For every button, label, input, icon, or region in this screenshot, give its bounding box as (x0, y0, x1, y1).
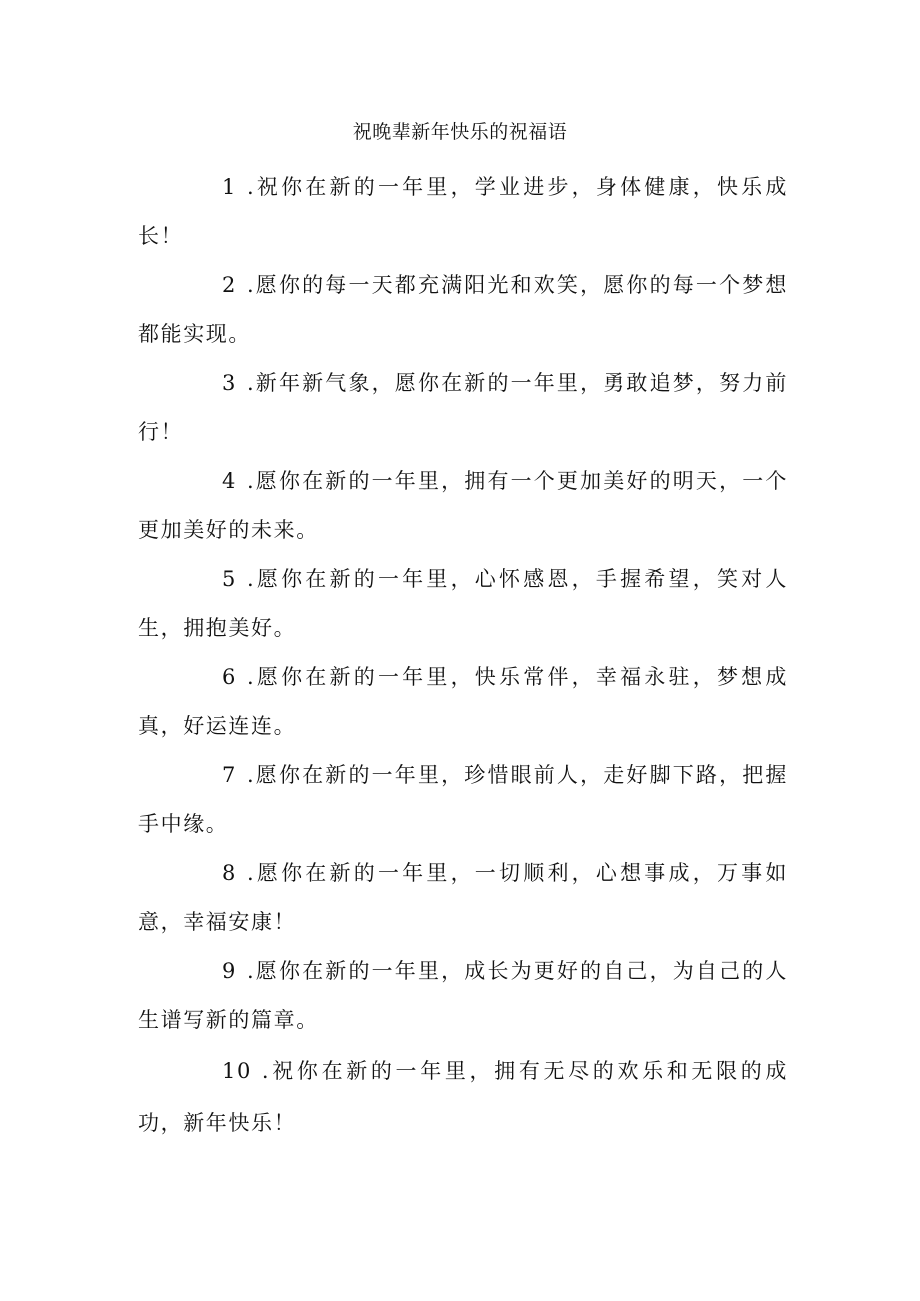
item-text: .愿你在新的一年里，拥有一个更加美好的明天，一个更加美好的未来。 (138, 469, 788, 542)
item-number: 1 (222, 175, 237, 199)
item-text: .愿你在新的一年里，珍惜眼前人，走好脚下路，把握手中缘。 (138, 763, 788, 836)
document-title: 祝晚辈新年快乐的祝福语 (352, 121, 568, 143)
item-number: 8 (222, 861, 237, 885)
item-text: .祝你在新的一年里，学业进步，身体健康，快乐成长！ (138, 175, 788, 248)
item-number: 4 (222, 469, 237, 493)
blessing-item-8 (138, 849, 788, 947)
item-number: 7 (222, 763, 237, 787)
blessing-item-7 (138, 751, 788, 849)
item-text: .愿你在新的一年里，成长为更好的自己，为自己的人生谱写新的篇章。 (138, 959, 788, 1032)
blessing-item-6 (138, 653, 788, 751)
item-text: .愿你在新的一年里，快乐常伴，幸福永驻，梦想成真，好运连连。 (138, 665, 788, 738)
blessing-item-5 (138, 555, 788, 653)
blessing-item-2 (138, 261, 788, 359)
blessing-list (138, 163, 788, 1149)
item-text: .新年新气象，愿你在新的一年里，勇敢追梦，努力前行！ (138, 371, 788, 444)
blessing-item-1 (138, 163, 788, 261)
item-text: .愿你在新的一年里，心怀感恩，手握希望，笑对人生，拥抱美好。 (138, 567, 788, 640)
item-text: .祝你在新的一年里，拥有无尽的欢乐和无限的成功，新年快乐！ (138, 1059, 788, 1135)
item-number: 10 (222, 1059, 252, 1083)
blessing-item-4 (138, 457, 788, 555)
item-text: .愿你的每一天都充满阳光和欢笑，愿你的每一个梦想都能实现。 (138, 273, 788, 346)
blessing-item-10 (138, 1045, 788, 1149)
blessing-item-3 (138, 359, 788, 457)
item-number: 9 (222, 959, 237, 983)
item-text: .愿你在新的一年里，一切顺利，心想事成，万事如意，幸福安康！ (138, 861, 788, 934)
blessing-item-9 (138, 947, 788, 1045)
item-number: 6 (222, 665, 237, 689)
item-number: 2 (222, 273, 237, 297)
item-number: 5 (222, 567, 237, 591)
item-number: 3 (222, 371, 237, 395)
